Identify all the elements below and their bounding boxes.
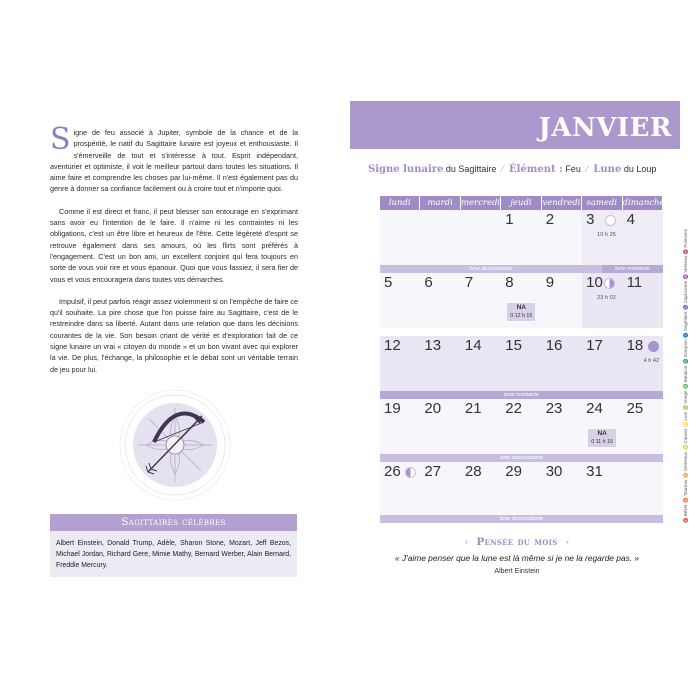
famous-sagittarius-box [50, 514, 297, 577]
calendar-cell [380, 210, 420, 265]
calendar-cell [380, 399, 420, 454]
day-number: 9 [545, 274, 555, 291]
na-label: NA [516, 304, 526, 311]
full-moon-icon [605, 215, 616, 226]
day-header-jeudi: jeudi [501, 196, 541, 210]
calendar-cell [420, 462, 460, 515]
day-number: 14 [464, 337, 482, 354]
separator: ⁄ [501, 164, 504, 174]
calendar-cell [582, 399, 622, 454]
day-number: 8 [505, 274, 514, 291]
thought-title [368, 536, 666, 550]
first-quarter-moon-icon [604, 278, 615, 289]
day-number: 15 [505, 337, 522, 354]
day-number: 26 [384, 463, 401, 480]
thought-of-month [368, 536, 666, 577]
moon-time: 23 h 02 [597, 295, 616, 301]
signe-value: du Sagittaire [445, 164, 497, 174]
day-number: 12 [384, 337, 401, 354]
lune-bar-empty [380, 328, 663, 336]
last-quarter-moon-icon [405, 467, 416, 478]
day-number: 19 [384, 400, 401, 417]
day-number: 22 [505, 400, 522, 417]
paragraph-1-text: igne de feu associé à Jupiter, symbole de la chance et de la prospérité, le natif du Sagittaire lunaire est joyeux et enthousiaste. Il s'émerveille de tout et s'intéresse à tout. Esprit indépendant, aventurier et optimiste, il voit le meilleur partout dans toutes les situations. Il aime faire et comprendre les choses par lui-même. Il n'est également pas du genre à donner sa confiance facilement ou à croire tout et n'importe quoi. [50, 128, 298, 194]
day-number: 7 [464, 274, 474, 291]
day-number: 24 [586, 400, 603, 417]
calendar-cell [623, 273, 663, 328]
calendar-cell [501, 336, 541, 391]
moon-time: 4 h 42 [643, 358, 660, 364]
lune-bar: lune montante [602, 265, 663, 273]
calendar-cell [582, 336, 622, 391]
zodiac-signs-list: ♈ Bélier ♉ Taureau ♊ Gémeaux ♋ Cancer ♌ Lion ♍ Vierge ♎ Balance ♏ Scorpion ♐ Sagittaire ♑ Capricorne ♒ Verseau ♓ Poissons [683, 228, 688, 523]
left-article [50, 122, 298, 386]
calendar-cell [582, 273, 622, 328]
day-number: 16 [545, 337, 563, 354]
day-number: 30 [545, 463, 563, 480]
calendar-cell [542, 462, 582, 515]
lune-label: Lune [593, 164, 622, 175]
calendar-cell [501, 210, 541, 265]
calendar-cell [380, 462, 420, 515]
thought-title-text: Pensée du mois [476, 536, 558, 548]
day-number: 21 [464, 400, 482, 417]
calendar-cell [380, 273, 420, 328]
calendar-cell [461, 462, 501, 515]
day-header-mardi: mardi [420, 196, 460, 210]
calendar-cell [461, 210, 501, 265]
na-label: NA [597, 430, 607, 437]
day-number: 23 [545, 400, 563, 417]
zodiac-sidebar [668, 196, 688, 523]
day-number: 29 [505, 463, 522, 480]
lune-bar: lune descendante [380, 265, 602, 273]
lune-bar: lune descendante [380, 454, 663, 462]
day-number: 5 [384, 274, 393, 291]
day-number: 18 [626, 337, 644, 354]
day-header-lundi: lundi [380, 196, 420, 210]
chevron-left-icon: › [464, 538, 469, 548]
calendar-cell [420, 273, 460, 328]
day-number: 10 [586, 274, 603, 291]
calendar-cell [542, 273, 582, 328]
day-header-vendredi: vendredi [542, 198, 581, 208]
na-time: 0 11 h 15 [591, 439, 613, 445]
lune-bar: lune montante [380, 391, 663, 399]
calendar-cell [461, 273, 501, 328]
calendar-cell [623, 462, 663, 515]
calendar-cell [542, 336, 582, 391]
day-number: 27 [424, 463, 442, 480]
paragraph-1 [50, 122, 298, 195]
na-badge [507, 303, 535, 321]
month-title: JANVIER [538, 113, 672, 143]
calendar-cell [542, 210, 582, 265]
calendar-cell [501, 462, 541, 515]
calendar-cell [501, 273, 541, 328]
day-headers [380, 196, 663, 210]
calendar-cell [501, 399, 541, 454]
calendar-cell [582, 210, 622, 265]
calendar-cell [461, 399, 501, 454]
day-number: 20 [424, 400, 442, 417]
calendar-cell [420, 399, 460, 454]
calendar-cell [542, 399, 582, 454]
paragraph-3: Impulsif, il peut parfois réagir assez violemment si on l'empêche de faire ce qu'il souhaite. La pire chose que l'on puisse faire au Sagittaire, c'est de le restreindre dans sa liberté. Autant dans une relation que dans les décisions courantes de la vie. Son besoin criant de vérité et d'exploration fait de ce signe lunaire un vrai « citoyen du monde » et un bon vivant avec qui explorer la vie. De plus, l'échange, la philosophie et le débat sont un véritable terrain de jeu pour lui. [50, 296, 298, 374]
day-number: 6 [424, 274, 433, 291]
day-header-mercredi: mercredi [460, 198, 501, 208]
day-number: 28 [464, 463, 482, 480]
day-header-dimanche: dimanche [622, 198, 665, 208]
drop-cap: S [50, 122, 71, 157]
day-number: 1 [505, 211, 514, 228]
day-number: 25 [626, 400, 644, 417]
day-number: 11 [626, 274, 643, 291]
day-number: 13 [424, 337, 442, 354]
moon-time: 10 h 25 [597, 232, 616, 238]
lune-value: du Loup [623, 164, 657, 174]
na-time: 0 12 h 15 [510, 313, 533, 319]
day-number: 3 [586, 211, 595, 228]
calendar-cell [582, 462, 622, 515]
chevron-right-icon: ‹ [565, 538, 570, 548]
famous-title: Sagittaires célèbres [50, 514, 297, 531]
day-number: 4 [626, 211, 635, 228]
element-label: Élément : [509, 164, 563, 175]
day-number: 2 [545, 211, 555, 228]
calendar-cell [623, 210, 663, 265]
day-number: 17 [586, 337, 603, 354]
separator: ⁄ [586, 164, 588, 174]
calendar-cell [461, 336, 501, 391]
calendar-cell [420, 210, 460, 265]
calendar-cell [380, 336, 420, 391]
day-number: 31 [586, 463, 603, 480]
calendar-cell [420, 336, 460, 391]
month-calendar [380, 196, 663, 523]
calendar-cell [623, 336, 663, 391]
na-badge [588, 429, 616, 447]
lune-bar: lune descendante [380, 515, 663, 523]
thought-quote: « J'aime penser que la lune est là même si je ne la regarde pas. » [394, 553, 640, 563]
month-banner [350, 101, 680, 149]
thought-author: Albert Einstein [494, 568, 540, 575]
signe-label: Signe lunaire [368, 164, 444, 175]
paragraph-2: Comme il est direct et franc, il peut blesser son entourage en s'exprimant sans avoir eu l'intention de le faire. Il n'aime ni les contraintes ni les obligations, c'est un être libre et heureux de l'être. Cette légèreté d'esprit se retrouve également dans ses amours, où les flirts sont préférés à l'engagement. C'est un bon ami, un excellent conjoint qui fera toujours en sorte de vous voir rire et vous épanouir. Quoi que vous fassiez, il sera fier de vous et vous encouragera dans toutes vos démarches. [50, 206, 298, 284]
lunar-info-line [368, 162, 680, 176]
new-moon-icon [648, 341, 659, 352]
day-header-samedi: samedi [582, 196, 622, 210]
sagittarius-emblem-icon [118, 388, 232, 502]
calendar-cell [623, 399, 663, 454]
famous-text: Albert Einstein, Donald Trump, Adèle, Sharon Stone, Mozart, Jeff Bezos, Michael Jordan, Richard Gere, Mimie Mathy, Bernard Werber, Alain Bernard, Freddie Mercury. [56, 540, 291, 569]
element-value: Feu [565, 164, 581, 174]
